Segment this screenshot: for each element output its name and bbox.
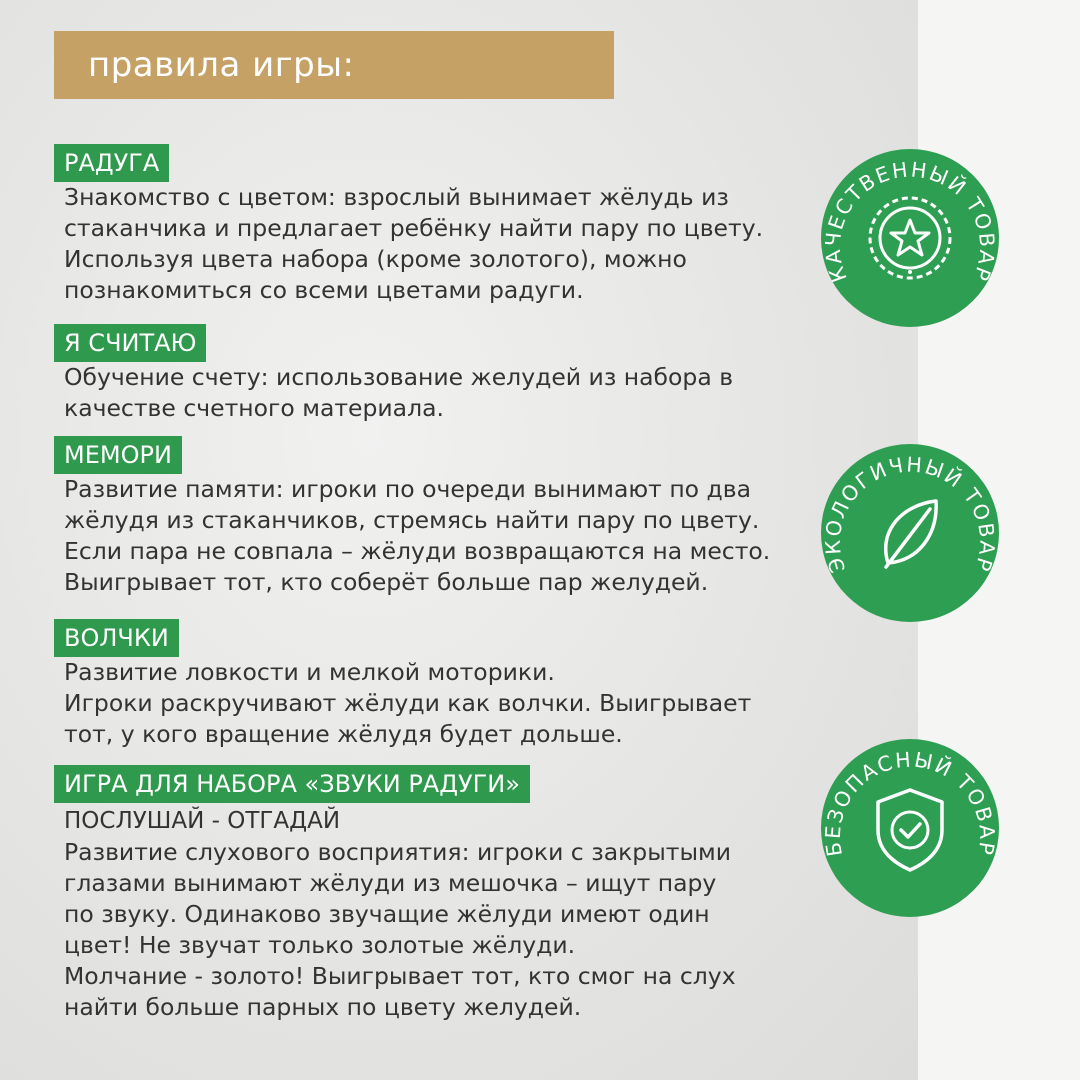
section-volchki [54,619,751,750]
section-raduga [54,144,763,306]
section-label: Я СЧИТАЮ [54,324,206,362]
badge-text: ЭКОЛОГИЧНЫЙ ТОВАР [820,452,1000,576]
badge-text: КАЧЕСТВЕННЫЙ ТОВАР [820,157,1000,286]
section-zvuki-radugi [54,765,736,1023]
badge-quality [820,148,1000,328]
section-label: МЕМОРИ [54,436,182,474]
section-text: Обучение счету: использование желудей из набора в качестве счетного материала. [64,363,734,422]
header-banner [54,31,614,99]
section-label: РАДУГА [54,144,169,182]
section-text: Знакомство с цветом: взрослый вынимает жёлудь из стаканчика и предлагает ребёнку найти пару по цвету. Используя цвета набора (кроме золотого), можно познакомиться со всеми цветами радуги. [64,183,764,304]
section-memori [54,436,770,598]
badge-safe [820,738,1000,918]
section-ya-schitayu [54,324,733,424]
badge-eco [820,443,1000,623]
page-title: правила игры: [88,45,355,85]
section-text: Развитие памяти: игроки по очереди вынимают по два жёлудя из стаканчиков, стремясь найти пару по цвету. Если пара не совпала – жёлуди возвращаются на место. Выигрывает тот, кто соберёт больше пар желудей. [64,475,771,596]
section-label: ВОЛЧКИ [54,619,179,657]
section-text: Развитие ловкости и мелкой моторики. Игроки раскручивают жёлуди как волчки. Выигрывает тот, у кого вращение жёлудя будет дольше. [64,658,752,748]
section-label: ИГРА ДЛЯ НАБОРА «ЗВУКИ РАДУГИ» [54,765,530,803]
section-text: Развитие слухового восприятия: игроки с закрытыми глазами вынимают жёлуди из мешочка – ищут пару по звуку. Одинаково звучащие жёлуди имеют один цвет! Не звучат только золотые жёлуди. Молчание - золото! Выигрывает тот, кто смог на слух найти больше парных по цвету желудей. [64,838,736,1021]
section-subtitle: ПОСЛУШАЙ - ОТГАДАЙ [64,808,341,834]
badge-text: БЕЗОПАСНЫЙ ТОВАР [820,747,1000,859]
